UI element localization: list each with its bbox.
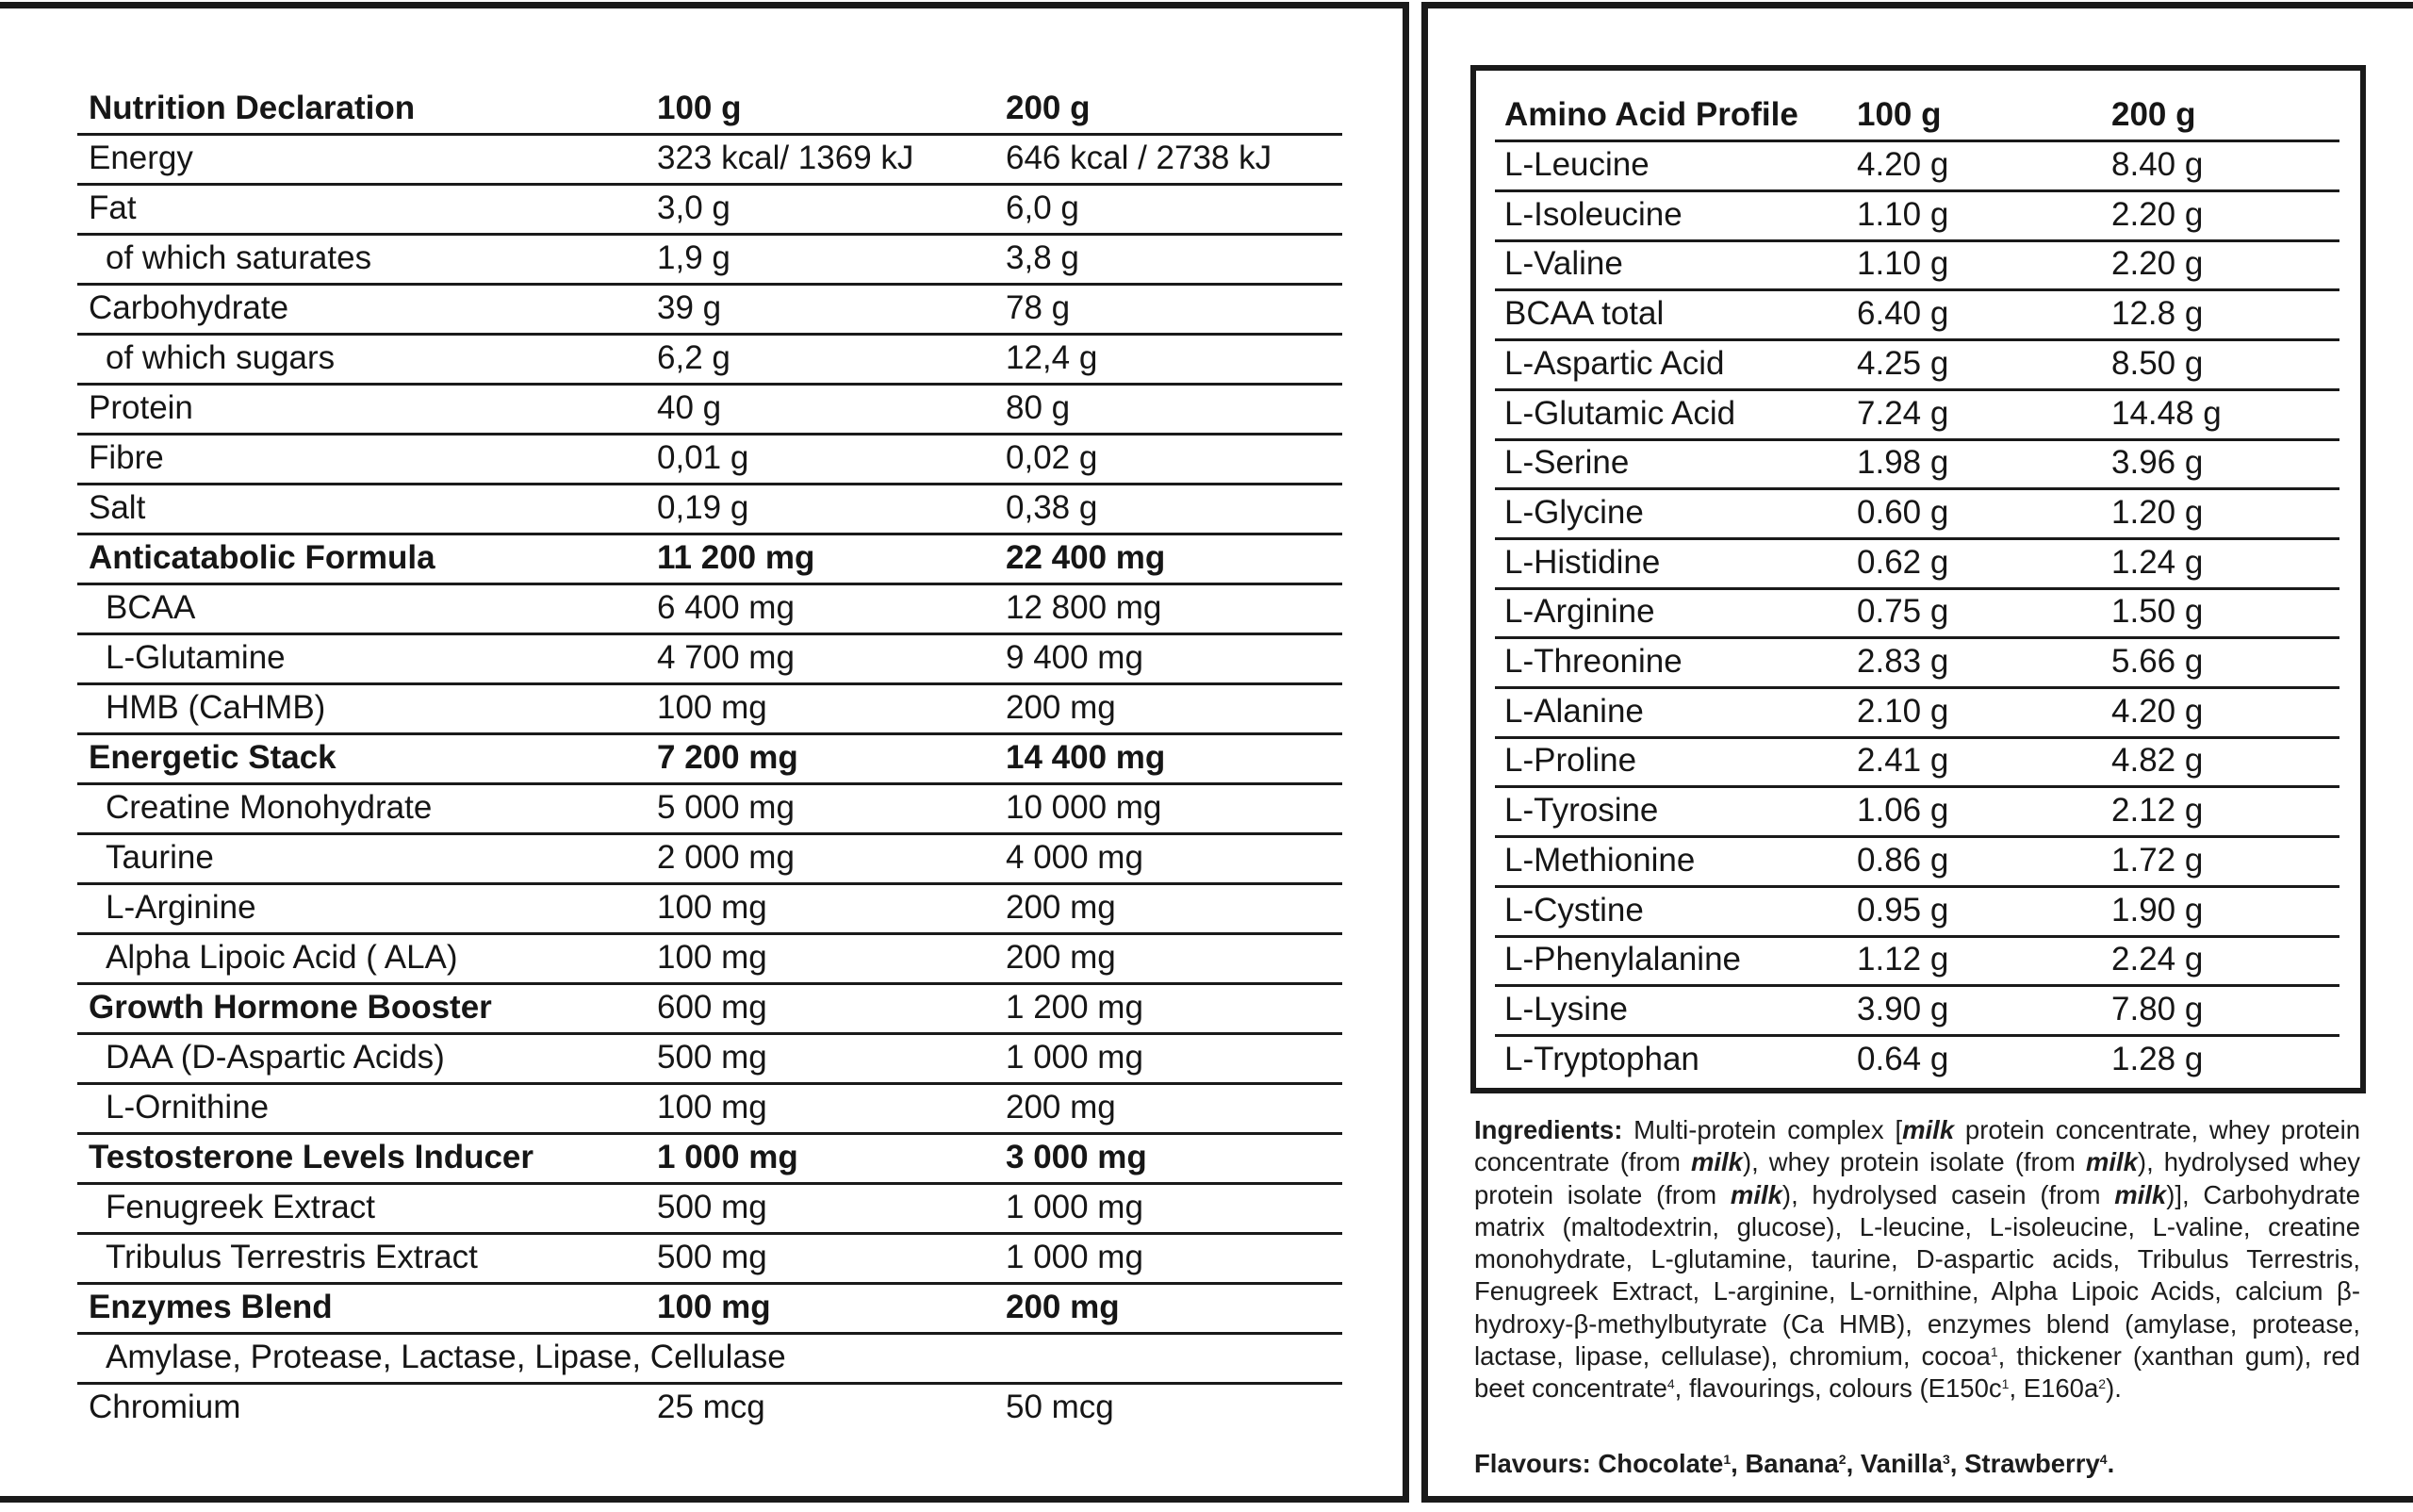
nutrition-header-200g: 200 g [1006,90,1091,126]
amino-row-200g: 2.20 g [2111,245,2204,283]
flavours-list: Chocolate$^1$, Banana$^2$, Vanilla$^3$, Strawberry$^4$. [1598,1449,2115,1478]
amino-row-100g: 1.06 g [1857,792,1949,830]
nutrition-row-label: HMB (CaHMB) [106,689,326,726]
amino-row [1495,140,2339,192]
amino-row-label: BCAA total [1504,295,1665,333]
nutrition-row-200g: 0,02 g [1006,439,1098,476]
nutrition-row-100g: 100 mg [657,689,767,726]
amino-row-label: L-Valine [1504,245,1623,283]
nutrition-row-200g: 0,38 g [1006,489,1098,526]
nutrition-row-100g: 7 200 mg [657,739,798,776]
ingredients-fragment: protein concentrate, whey protein concentrate (from [1474,1115,2360,1177]
nutrition-row [77,433,1342,485]
nutrition-row [77,383,1342,436]
amino-row-100g: 1.12 g [1857,941,1949,978]
ingredients-fragment: ), hydrolysed casein (from [1781,1179,2115,1209]
nutrition-row-200g: 4 000 mg [1006,839,1143,876]
nutrition-row-100g: 5 000 mg [657,789,795,826]
nutrition-row-label: Energy [89,140,193,176]
amino-row-label: L-Alanine [1504,692,1644,730]
amino-row-100g: 2.41 g [1857,742,1949,780]
nutrition-row-100g: 500 mg [657,1039,767,1076]
nutrition-row-200g: 1 200 mg [1006,989,1143,1026]
nutrition-row [77,283,1342,336]
nutrition-row [77,982,1342,1035]
ingredients-fragment: , E160a [2009,1373,2099,1404]
flavour-name: Vanilla [1860,1449,1943,1478]
nutrition-row-label: Fat [89,189,137,226]
amino-row-200g: 4.82 g [2111,742,2204,780]
nutrition-row-100g: 39 g [657,289,722,326]
nutrition-row-200g: 12 800 mg [1006,589,1162,626]
nutrition-row-100g: 100 mg [657,889,767,926]
amino-row [1495,735,2339,788]
amino-row-200g: 1.24 g [2111,543,2204,581]
allergen-milk: milk [1730,1179,1782,1209]
nutrition-row-label: Alpha Lipoic Acid ( ALA) [106,939,458,976]
nutrition-row-100g: 600 mg [657,989,767,1026]
amino-header-100g: 100 g [1857,96,1942,133]
nutrition-row-200g: 200 mg [1006,889,1116,926]
amino-row-200g: 8.50 g [2111,344,2204,382]
amino-row-200g: 8.40 g [2111,146,2204,183]
nutrition-row-200g: 10 000 mg [1006,789,1162,826]
ingredients-label: Ingredients: [1474,1115,1623,1144]
amino-row-label: L-Cystine [1504,891,1644,929]
flavour-footnote: 1 [1723,1452,1732,1467]
amino-header-label: Amino Acid Profile [1504,96,1798,133]
nutrition-row [77,1282,1342,1335]
nutrition-row [77,1182,1342,1235]
nutrition-row [77,1032,1342,1085]
footnote-marker: 2 [2098,1376,2107,1392]
amino-row-label: L-Histidine [1504,543,1661,581]
nutrition-row-label: Carbohydrate [89,289,289,326]
nutrition-row-label: Enzymes Blend [89,1289,333,1325]
amino-row-label: L-Tyrosine [1504,792,1659,830]
amino-row-100g: 0.95 g [1857,891,1949,929]
nutrition-row-label: Protein [89,389,193,426]
amino-row-100g: 2.83 g [1857,643,1949,680]
nutrition-row-200g: 1 000 mg [1006,1239,1143,1275]
amino-row-label: L-Lysine [1504,990,1628,1027]
amino-row-label: L-Isoleucine [1504,195,1683,233]
nutrition-row-label: BCAA [106,589,196,626]
nutrition-row-200g: 3,8 g [1006,239,1079,276]
amino-row-100g: 1.10 g [1857,195,1949,233]
nutrition-row [77,932,1342,985]
ingredients-fragment: ), whey protein isolate (from [1742,1147,2086,1177]
nutrition-row-200g: 200 mg [1006,1089,1116,1126]
nutrition-row-label: L-Arginine [106,889,256,926]
nutrition-row-200g: 1 000 mg [1006,1039,1143,1076]
nutrition-row-100g: 2 000 mg [657,839,795,876]
amino-row [1495,934,2339,987]
nutrition-row-label: Creatine Monohydrate [106,789,433,826]
amino-row-200g: 7.80 g [2111,990,2204,1027]
nutrition-row-100g: 4 700 mg [657,639,795,676]
nutrition-row-100g: 0,01 g [657,439,749,476]
nutrition-row-label: Testosterone Levels Inducer [89,1139,534,1175]
nutrition-row-label: DAA (D-Aspartic Acids) [106,1039,445,1076]
nutrition-row-100g: 6,2 g [657,339,730,376]
amino-row-100g: 0.64 g [1857,1040,1949,1077]
nutrition-row-200g: 9 400 mg [1006,639,1143,676]
amino-row-100g: 1.10 g [1857,245,1949,283]
amino-row [1495,189,2339,242]
nutrition-row [77,483,1342,535]
amino-row [1495,885,2339,938]
nutrition-row-200g: 1 000 mg [1006,1189,1143,1225]
footnote-marker: 1 [2001,1376,2010,1392]
flavours-text [1474,1448,2360,1480]
nutrition-row-200g: 22 400 mg [1006,539,1166,576]
nutrition-row [77,882,1342,935]
amino-row [1495,537,2339,590]
nutrition-row-label: L-Ornithine [106,1089,270,1126]
nutrition-row-200g: 12,4 g [1006,339,1098,376]
nutrition-row-100g: 100 mg [657,1289,771,1325]
amino-row [1495,984,2339,1037]
amino-row [1495,437,2339,490]
nutrition-row-label: Chromium [89,1389,241,1425]
nutrition-row-200g: 80 g [1006,389,1071,426]
amino-row-200g: 2.20 g [2111,195,2204,233]
flavour-name: Strawberry [1964,1449,2100,1478]
nutrition-header-row [77,83,1342,136]
flavours-label: Flavours: [1474,1449,1591,1478]
nutrition-header-label: Nutrition Declaration [89,90,416,126]
ingredients-fragment: , thickener (xanthan gum), red beet concentrate [1474,1341,2360,1404]
nutrition-row-100g: 100 mg [657,939,767,976]
nutrition-header-100g: 100 g [657,90,742,126]
nutrition-row-label: Amylase, Protease, Lactase, Lipase, Cellulase [106,1339,786,1375]
amino-row-label: L-Aspartic Acid [1504,344,1725,382]
allergen-milk: milk [2085,1147,2138,1177]
amino-row-100g: 0.62 g [1857,543,1949,581]
nutrition-row [77,1332,1342,1385]
nutrition-row [77,1082,1342,1135]
nutrition-row-200g: 6,0 g [1006,189,1079,226]
nutrition-row-100g: 500 mg [657,1239,767,1275]
nutrition-row [77,133,1342,186]
amino-row [1495,835,2339,888]
nutrition-row-200g: 14 400 mg [1006,739,1166,776]
nutrition-row-label: Tribulus Terrestris Extract [106,1239,478,1275]
nutrition-row-200g: 78 g [1006,289,1071,326]
amino-row-200g: 4.20 g [2111,692,2204,730]
amino-row-100g: 3.90 g [1857,990,1949,1027]
amino-row-label: L-Phenylalanine [1504,941,1742,978]
nutrition-row-200g: 200 mg [1006,939,1116,976]
amino-row [1495,785,2339,838]
nutrition-row [77,1232,1342,1285]
amino-row-label: L-Tryptophan [1504,1040,1699,1077]
amino-row-label: L-Glutamic Acid [1504,394,1736,432]
nutrition-row-100g: 1 000 mg [657,1139,798,1175]
nutrition-row [77,1132,1342,1185]
ingredients-fragment: ), hydrolysed whey protein isolate (from [1474,1147,2360,1209]
nutrition-row-100g: 1,9 g [657,239,730,276]
amino-row [1495,586,2339,639]
amino-row-100g: 4.25 g [1857,344,1949,382]
footnote-marker: 1 [1990,1344,1998,1360]
amino-row [1495,238,2339,291]
nutrition-row-label: Energetic Stack [89,739,337,776]
amino-row-100g: 0.60 g [1857,493,1949,531]
amino-header-200g: 200 g [2111,96,2196,133]
nutrition-row-200g: 50 mcg [1006,1389,1114,1425]
nutrition-row-label: Fenugreek Extract [106,1189,375,1225]
nutrition-row-label: of which sugars [106,339,336,376]
nutrition-row-100g: 100 mg [657,1089,767,1126]
amino-row-200g: 1.20 g [2111,493,2204,531]
amino-row-200g: 12.8 g [2111,295,2204,333]
amino-row-200g: 2.12 g [2111,792,2204,830]
amino-row-200g: 1.72 g [2111,841,2204,879]
nutrition-row [77,533,1342,585]
flavour-name: Banana [1745,1449,1839,1478]
nutrition-row-label: L-Glutamine [106,639,286,676]
amino-row-200g: 1.50 g [2111,593,2204,631]
nutrition-row [77,732,1342,785]
amino-row-200g: 14.48 g [2111,394,2222,432]
ingredients-fragment: ). [2106,1373,2122,1404]
amino-row [1495,388,2339,441]
amino-row-200g: 5.66 g [2111,643,2204,680]
nutrition-row-200g: 200 mg [1006,1289,1120,1325]
nutrition-row-200g: 200 mg [1006,689,1116,726]
nutrition-row [77,782,1342,835]
amino-row [1495,487,2339,540]
amino-row-label: L-Threonine [1504,643,1683,680]
amino-row-100g: 0.75 g [1857,593,1949,631]
nutrition-row-100g: 25 mcg [657,1389,765,1425]
amino-row-label: L-Arginine [1504,593,1655,631]
amino-row [1495,288,2339,341]
nutrition-row-200g: 646 kcal / 2738 kJ [1006,140,1272,176]
flavour-footnote: 3 [1943,1452,1950,1467]
ingredients-fragment: )], Carbohydrate matrix (maltodextrin, glucose), L-leucine, L-isoleucine, L-valine, creatine monohydrate, L-glutamine, taurine, D-aspartic acids, Tribulus Terrestris, Fenugreek Extract, L-arginine, L-ornithine, Alpha Lipoic Acids, calcium β-hydroxy-β-methylbutyrate (Ca HMB), enzymes blend (amylase, protease, lactase, lipase, cellulase), chromium, cocoa [1474,1179,2360,1372]
nutrition-row-100g: 323 kcal/ 1369 kJ [657,140,914,176]
flavour-footnote: 2 [1838,1452,1847,1467]
amino-row [1495,1034,2339,1084]
nutrition-row-label: Fibre [89,439,164,476]
nutrition-row-label: Taurine [106,839,214,876]
amino-row-label: L-Proline [1504,742,1637,780]
amino-row-100g: 4.20 g [1857,146,1949,183]
nutrition-row-label: Salt [89,489,146,526]
amino-row-label: L-Leucine [1504,146,1650,183]
nutrition-row-200g: 3 000 mg [1006,1139,1147,1175]
ingredients-body [1474,1115,2360,1403]
amino-row-200g: 3.96 g [2111,444,2204,482]
nutrition-row [77,333,1342,386]
nutrition-row [77,682,1342,735]
ingredients-fragment: Multi-protein complex [ [1622,1115,1903,1144]
nutrition-row-100g: 11 200 mg [657,539,815,576]
allergen-milk: milk [2114,1179,2167,1209]
amino-row-200g: 1.90 g [2111,891,2204,929]
ingredients-text [1474,1114,2360,1405]
amino-row [1495,686,2339,739]
nutrition-row [77,832,1342,885]
footnote-marker: 4 [1666,1376,1675,1392]
nutrition-row-100g: 40 g [657,389,722,426]
nutrition-row [77,1382,1342,1432]
nutrition-row [77,633,1342,685]
amino-row [1495,636,2339,689]
flavour-footnote: 4 [2099,1452,2108,1467]
nutrition-row-100g: 6 400 mg [657,589,795,626]
amino-row-label: L-Methionine [1504,841,1696,879]
flavour-name: Chocolate [1598,1449,1724,1478]
ingredients-fragment: , flavourings, colours (E150c [1674,1373,2002,1404]
amino-row-200g: 1.28 g [2111,1040,2204,1077]
amino-row-200g: 2.24 g [2111,941,2204,978]
nutrition-row [77,583,1342,635]
allergen-milk: milk [1690,1147,1743,1177]
amino-row-label: L-Glycine [1504,493,1644,531]
amino-row [1495,338,2339,391]
nutrition-row [77,233,1342,286]
amino-header-row [1495,90,2339,142]
nutrition-row-label: Anticatabolic Formula [89,539,435,576]
nutrition-row-100g: 500 mg [657,1189,767,1225]
nutrition-row-100g: 3,0 g [657,189,730,226]
amino-row-label: L-Serine [1504,444,1630,482]
allergen-milk: milk [1902,1115,1955,1144]
nutrition-row-label: Growth Hormone Booster [89,989,492,1026]
amino-row-100g: 7.24 g [1857,394,1949,432]
amino-row-100g: 6.40 g [1857,295,1949,333]
nutrition-row [77,183,1342,236]
nutrition-row-100g: 0,19 g [657,489,749,526]
amino-row-100g: 1.98 g [1857,444,1949,482]
nutrition-row-label: of which saturates [106,239,372,276]
amino-row-100g: 0.86 g [1857,841,1949,879]
amino-row-100g: 2.10 g [1857,692,1949,730]
